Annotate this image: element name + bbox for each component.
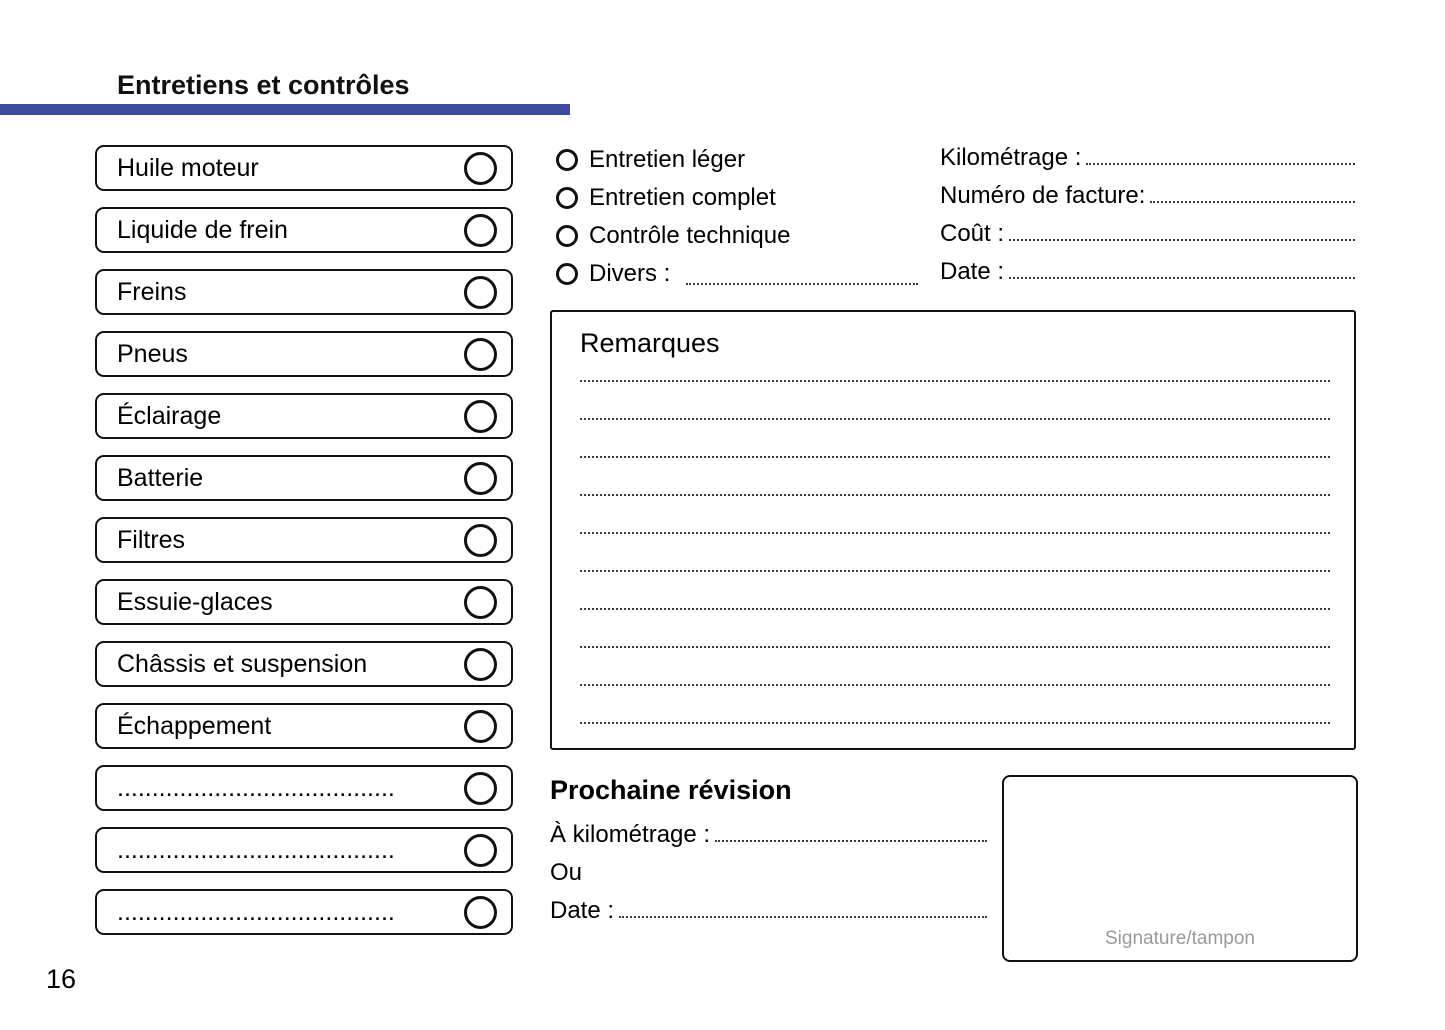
page-title: Entretiens et contrôles xyxy=(117,70,410,100)
dotted-line xyxy=(686,283,918,285)
check-item-label: Châssis et suspension xyxy=(117,649,368,678)
option-label: Divers : xyxy=(589,260,671,287)
checkbox-circle[interactable] xyxy=(464,896,497,929)
check-item-pneus xyxy=(95,331,513,377)
field-label: Date : xyxy=(550,897,615,924)
check-item-label: ........................................ xyxy=(117,773,395,802)
checkbox-circle[interactable] xyxy=(464,338,497,371)
dotted-line xyxy=(1009,277,1355,279)
field-label: Coût : xyxy=(940,220,1005,247)
check-item-essuie-glaces xyxy=(95,579,513,625)
remarks-title: Remarques xyxy=(580,328,720,358)
check-item-freins xyxy=(95,269,513,315)
check-item-label: Filtres xyxy=(117,525,186,554)
checkbox-circle[interactable] xyxy=(464,524,497,557)
field-kilometrage xyxy=(940,141,1355,179)
check-item-label: ........................................ xyxy=(117,835,395,864)
check-item-label: Batterie xyxy=(117,463,204,492)
field-numero-de-facture xyxy=(940,179,1355,217)
check-item-label: Échappement xyxy=(117,711,272,740)
checkbox-circle[interactable] xyxy=(464,214,497,247)
checkbox-circle[interactable] xyxy=(464,462,497,495)
invoice-details xyxy=(940,141,1355,293)
checklist xyxy=(95,145,513,935)
signature-box xyxy=(1002,775,1358,962)
check-item-label: ........................................ xyxy=(117,897,395,926)
or-label-row xyxy=(550,856,987,894)
radio-circle[interactable] xyxy=(556,263,578,285)
remark-line xyxy=(580,610,1330,648)
option-entretien-leger xyxy=(556,141,918,179)
check-item-echappement xyxy=(95,703,513,749)
field-next-kilometrage xyxy=(550,818,987,856)
option-entretien-complet xyxy=(556,179,918,217)
checkbox-circle[interactable] xyxy=(464,586,497,619)
remark-line xyxy=(580,534,1330,572)
remark-line xyxy=(580,382,1330,420)
field-next-date xyxy=(550,894,987,932)
check-item-liquide-de-frein xyxy=(95,207,513,253)
option-label: Entretien léger xyxy=(589,146,746,173)
remarks-box xyxy=(550,310,1356,750)
field-label: Kilométrage : xyxy=(940,144,1082,171)
check-item-blank xyxy=(95,765,513,811)
option-divers xyxy=(556,255,918,293)
checkbox-circle[interactable] xyxy=(464,276,497,309)
dotted-line xyxy=(1150,201,1355,203)
field-label: À kilométrage : xyxy=(550,821,711,848)
check-item-batterie xyxy=(95,455,513,501)
field-cout xyxy=(940,217,1355,255)
signature-label: Signature/tampon xyxy=(1105,928,1255,949)
check-item-label: Éclairage xyxy=(117,401,222,430)
field-date xyxy=(940,255,1355,293)
check-item-blank xyxy=(95,889,513,935)
remark-line xyxy=(580,686,1330,724)
next-service-title: Prochaine révision xyxy=(550,775,792,805)
check-item-label: Pneus xyxy=(117,339,188,368)
dotted-line xyxy=(1086,163,1355,165)
dotted-line xyxy=(715,840,987,842)
remark-line xyxy=(580,496,1330,534)
next-service-section xyxy=(550,775,987,932)
option-label: Contrôle technique xyxy=(589,222,791,249)
radio-circle[interactable] xyxy=(556,225,578,247)
check-item-filtres xyxy=(95,517,513,563)
check-item-label: Liquide de frein xyxy=(117,215,288,244)
option-controle-technique xyxy=(556,217,918,255)
remark-line xyxy=(580,572,1330,610)
remark-line xyxy=(580,458,1330,496)
checkbox-circle[interactable] xyxy=(464,834,497,867)
page-number: 16 xyxy=(46,964,77,994)
accent-bar xyxy=(0,104,570,115)
remarks-lines xyxy=(580,344,1330,724)
checkbox-circle[interactable] xyxy=(464,152,497,185)
remark-line xyxy=(580,648,1330,686)
check-item-label: Huile moteur xyxy=(117,153,259,182)
option-label: Entretien complet xyxy=(589,184,776,211)
dotted-line xyxy=(1009,239,1355,241)
remark-line xyxy=(580,344,1330,382)
check-item-chassis-et-suspension xyxy=(95,641,513,687)
check-item-eclairage xyxy=(95,393,513,439)
check-item-blank xyxy=(95,827,513,873)
service-type-options xyxy=(556,141,918,293)
radio-circle[interactable] xyxy=(556,149,578,171)
radio-circle[interactable] xyxy=(556,187,578,209)
check-item-label: Essuie-glaces xyxy=(117,587,273,616)
checkbox-circle[interactable] xyxy=(464,772,497,805)
checkbox-circle[interactable] xyxy=(464,400,497,433)
dotted-line xyxy=(619,916,987,918)
or-label: Ou xyxy=(550,859,583,886)
check-item-label: Freins xyxy=(117,277,187,306)
checkbox-circle[interactable] xyxy=(464,710,497,743)
remark-line xyxy=(580,420,1330,458)
field-label: Numéro de facture: xyxy=(940,182,1146,209)
field-label: Date : xyxy=(940,258,1005,285)
check-item-huile-moteur xyxy=(95,145,513,191)
checkbox-circle[interactable] xyxy=(464,648,497,681)
